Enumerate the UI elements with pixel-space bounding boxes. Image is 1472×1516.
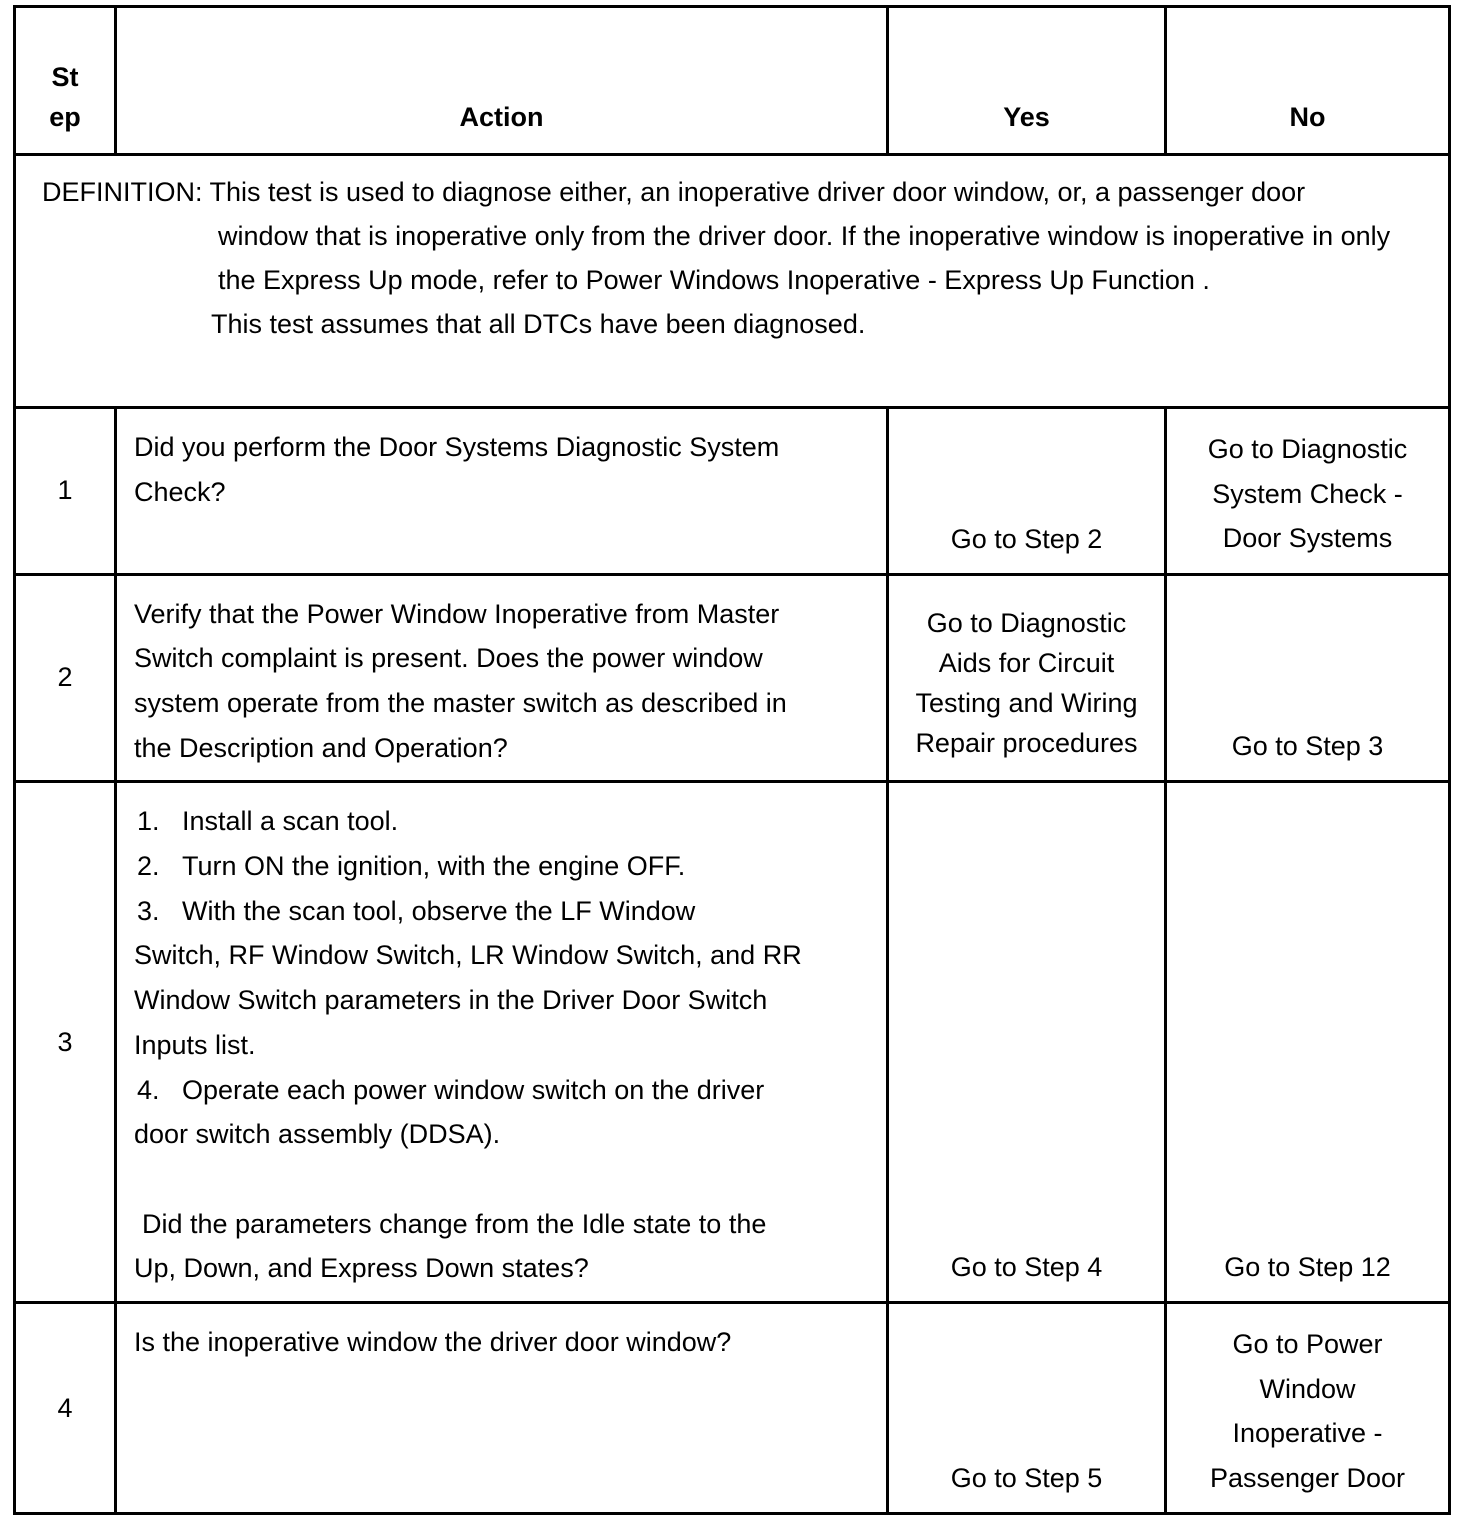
- no-header-label: No: [1289, 102, 1326, 132]
- yes-action-link[interactable]: Testing and Wiring: [915, 687, 1138, 718]
- no-action-link[interactable]: Go to Power: [1232, 1329, 1383, 1360]
- yes-action-link[interactable]: Go to Step 5: [950, 1463, 1103, 1494]
- yes-cell: [888, 408, 1166, 575]
- header-row: [15, 7, 1450, 155]
- step-row-2: [15, 574, 1450, 782]
- no-action-link[interactable]: Go to Diagnostic: [1207, 434, 1408, 464]
- no-action-link[interactable]: Go to Step 3: [1231, 731, 1384, 762]
- diagnostic-table: [13, 5, 1451, 1515]
- step-number: 4: [15, 1303, 116, 1514]
- action-text: system operate from the master switch as described in: [134, 687, 787, 718]
- yes-column-header: [888, 7, 1166, 155]
- yes-action-link[interactable]: Go to Step 4: [950, 1252, 1103, 1283]
- list-item-number: 1.: [137, 806, 160, 837]
- action-text: Verify that the Power Window Inoperative from Master: [134, 598, 780, 629]
- definition-row: [15, 155, 1450, 408]
- yes-action-link[interactable]: Aids for Circuit: [938, 647, 1115, 678]
- list-item: [134, 889, 876, 934]
- yes-action-link[interactable]: Go to Step 2: [950, 523, 1103, 554]
- spacer: [134, 1157, 876, 1202]
- step-header-line1: St: [51, 62, 79, 92]
- step-number: 3: [15, 782, 116, 1303]
- question-text: Did the parameters change from the Idle state to the: [142, 1208, 767, 1239]
- action-column-header: [116, 7, 888, 155]
- action-cell: [116, 574, 888, 782]
- definition-line: window that is inoperative only from the driver door. If the inoperative window is inoperative in only: [218, 221, 1391, 251]
- no-cell: [1166, 574, 1450, 782]
- step-row-4: [15, 1303, 1450, 1514]
- step-column-header: [15, 7, 116, 155]
- list-item: [134, 799, 876, 844]
- list-item-number: 4.: [137, 1074, 160, 1105]
- definition-line: DEFINITION: This test is used to diagnose either, an inoperative driver door window, or, a passenger door: [42, 177, 1306, 207]
- action-text: Did you perform the Door Systems Diagnostic System: [134, 432, 780, 462]
- step-header-line2: ep: [49, 102, 81, 132]
- definition-line: the Express Up mode, refer to Power Windows Inoperative - Express Up Function .: [218, 265, 1210, 295]
- step-row-3: [15, 782, 1450, 1303]
- list-item-number: 2.: [137, 851, 160, 882]
- yes-header-label: Yes: [1003, 102, 1050, 132]
- step-row-1: [15, 408, 1450, 575]
- list-item-text: With the scan tool, observe the LF Window: [182, 895, 696, 926]
- no-action-link[interactable]: Passenger Door: [1209, 1462, 1406, 1493]
- no-action-link[interactable]: Window: [1259, 1373, 1356, 1404]
- definition-line: This test assumes that all DTCs have been diagnosed.: [211, 309, 866, 339]
- list-item-text: Turn ON the ignition, with the engine OFF.: [182, 851, 686, 882]
- action-steps-list: [134, 799, 876, 933]
- action-text: Switch, RF Window Switch, LR Window Switch, and RR: [134, 940, 802, 971]
- action-text: Window Switch parameters in the Driver Door Switch: [134, 985, 768, 1016]
- action-steps-list: [134, 1068, 876, 1113]
- list-item-text: Install a scan tool.: [182, 806, 399, 837]
- definition-cell: [15, 155, 1450, 408]
- action-cell: [116, 1303, 888, 1514]
- yes-cell: [888, 1303, 1166, 1514]
- step-number: 1: [15, 408, 116, 575]
- no-column-header: [1166, 7, 1450, 155]
- question-text: Up, Down, and Express Down states?: [134, 1253, 589, 1284]
- action-cell: [116, 408, 888, 575]
- list-item: [134, 1068, 876, 1113]
- list-item-number: 3.: [137, 895, 160, 926]
- no-action-link[interactable]: Inoperative -: [1232, 1418, 1383, 1449]
- yes-action-link[interactable]: Repair procedures: [915, 727, 1138, 758]
- action-text: door switch assembly (DDSA).: [134, 1119, 501, 1150]
- yes-action-link[interactable]: Go to Diagnostic: [926, 607, 1127, 638]
- step-number: 2: [15, 574, 116, 782]
- action-text: Inputs list.: [134, 1029, 256, 1060]
- action-text: Check?: [134, 476, 226, 507]
- no-action-link[interactable]: Door Systems: [1222, 523, 1393, 553]
- no-action-link[interactable]: Go to Step 12: [1224, 1252, 1391, 1283]
- no-cell: [1166, 1303, 1450, 1514]
- action-header-label: Action: [459, 102, 544, 132]
- action-cell: [116, 782, 888, 1303]
- action-text: Is the inoperative window the driver door window?: [134, 1327, 732, 1358]
- no-cell: [1166, 782, 1450, 1303]
- list-item: [134, 844, 876, 889]
- list-item-text: Operate each power window switch on the driver: [182, 1074, 765, 1105]
- action-text: Switch complaint is present. Does the power window: [134, 643, 763, 674]
- no-action-link[interactable]: System Check -: [1212, 478, 1403, 509]
- yes-cell: [888, 574, 1166, 782]
- action-text: the Description and Operation?: [134, 732, 508, 763]
- no-cell: [1166, 408, 1450, 575]
- yes-cell: [888, 782, 1166, 1303]
